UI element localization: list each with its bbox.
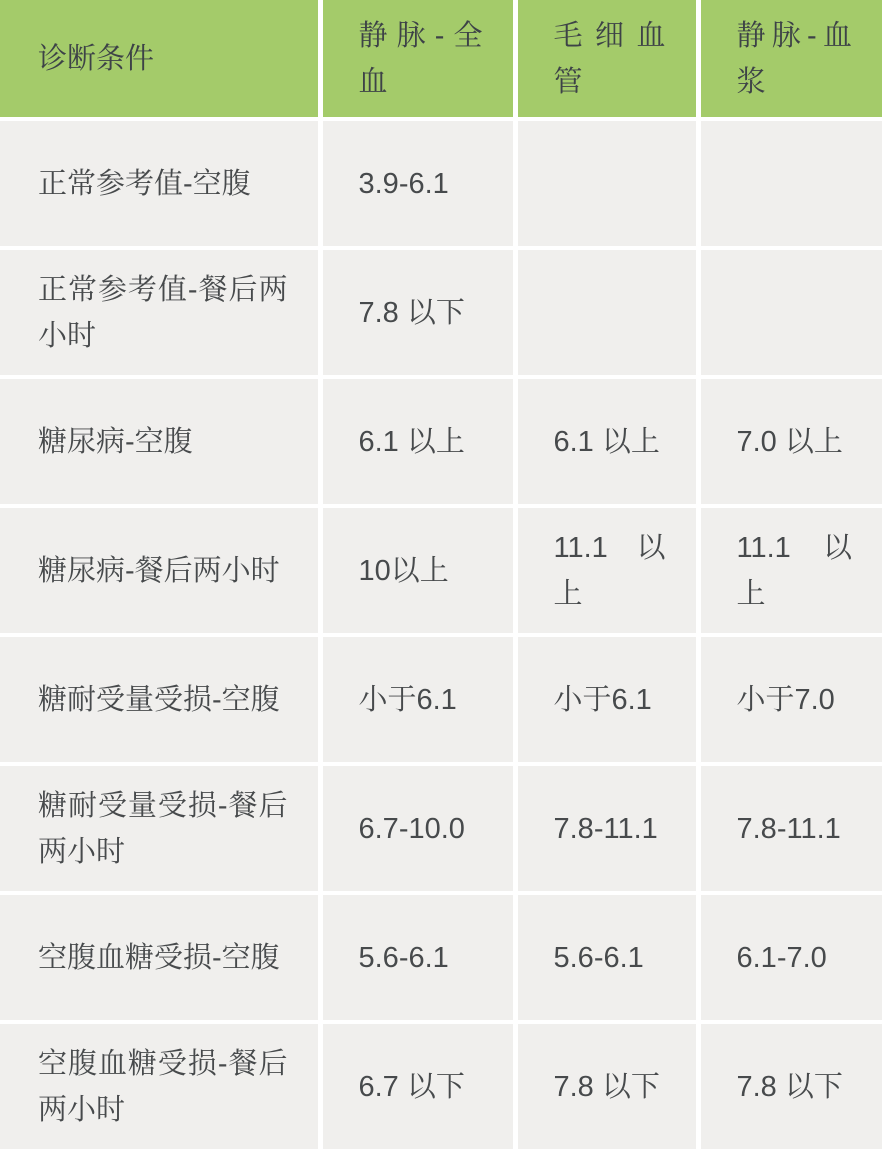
value-cell: 7.8 以下 — [515, 1022, 698, 1149]
header-diagnostic-condition: 诊断条件 — [0, 0, 320, 119]
value-cell — [698, 119, 882, 248]
table-row — [0, 248, 882, 377]
condition-cell: 糖尿病-餐后两小时 — [0, 506, 320, 635]
value-cell: 6.7 以下 — [320, 1022, 515, 1149]
table-row — [0, 506, 882, 635]
value-cell: 7.8 以下 — [698, 1022, 882, 1149]
table-row — [0, 764, 882, 893]
value-cell: 6.1 以上 — [320, 377, 515, 506]
header-venous-whole-blood: 静脉-全血 — [320, 0, 515, 119]
value-cell: 6.7-10.0 — [320, 764, 515, 893]
condition-cell: 正常参考值-空腹 — [0, 119, 320, 248]
value-cell: 7.8-11.1 — [698, 764, 882, 893]
value-cell: 6.1-7.0 — [698, 893, 882, 1022]
table-row — [0, 1022, 882, 1149]
value-cell: 小于6.1 — [515, 635, 698, 764]
value-cell: 6.1 以上 — [515, 377, 698, 506]
value-cell: 小于6.1 — [320, 635, 515, 764]
header-venous-plasma: 静脉-血浆 — [698, 0, 882, 119]
table-row — [0, 893, 882, 1022]
condition-cell: 空腹血糖受损-空腹 — [0, 893, 320, 1022]
condition-cell: 糖耐受量受损-空腹 — [0, 635, 320, 764]
condition-cell: 糖尿病-空腹 — [0, 377, 320, 506]
value-cell: 小于7.0 — [698, 635, 882, 764]
value-cell: 10以上 — [320, 506, 515, 635]
header-row — [0, 0, 882, 119]
condition-cell: 正常参考值-餐后两小时 — [0, 248, 320, 377]
value-cell: 11.1 以上 — [698, 506, 882, 635]
value-cell: 7.0 以上 — [698, 377, 882, 506]
value-cell: 7.8-11.1 — [515, 764, 698, 893]
value-cell: 11.1 以上 — [515, 506, 698, 635]
condition-cell: 糖耐受量受损-餐后两小时 — [0, 764, 320, 893]
value-cell: 5.6-6.1 — [515, 893, 698, 1022]
table-row — [0, 377, 882, 506]
value-cell: 7.8 以下 — [320, 248, 515, 377]
value-cell — [515, 119, 698, 248]
value-cell — [515, 248, 698, 377]
table-row — [0, 635, 882, 764]
condition-cell: 空腹血糖受损-餐后两小时 — [0, 1022, 320, 1149]
table-row — [0, 119, 882, 248]
header-capillary: 毛细血管 — [515, 0, 698, 119]
value-cell — [698, 248, 882, 377]
value-cell: 5.6-6.1 — [320, 893, 515, 1022]
value-cell: 3.9-6.1 — [320, 119, 515, 248]
